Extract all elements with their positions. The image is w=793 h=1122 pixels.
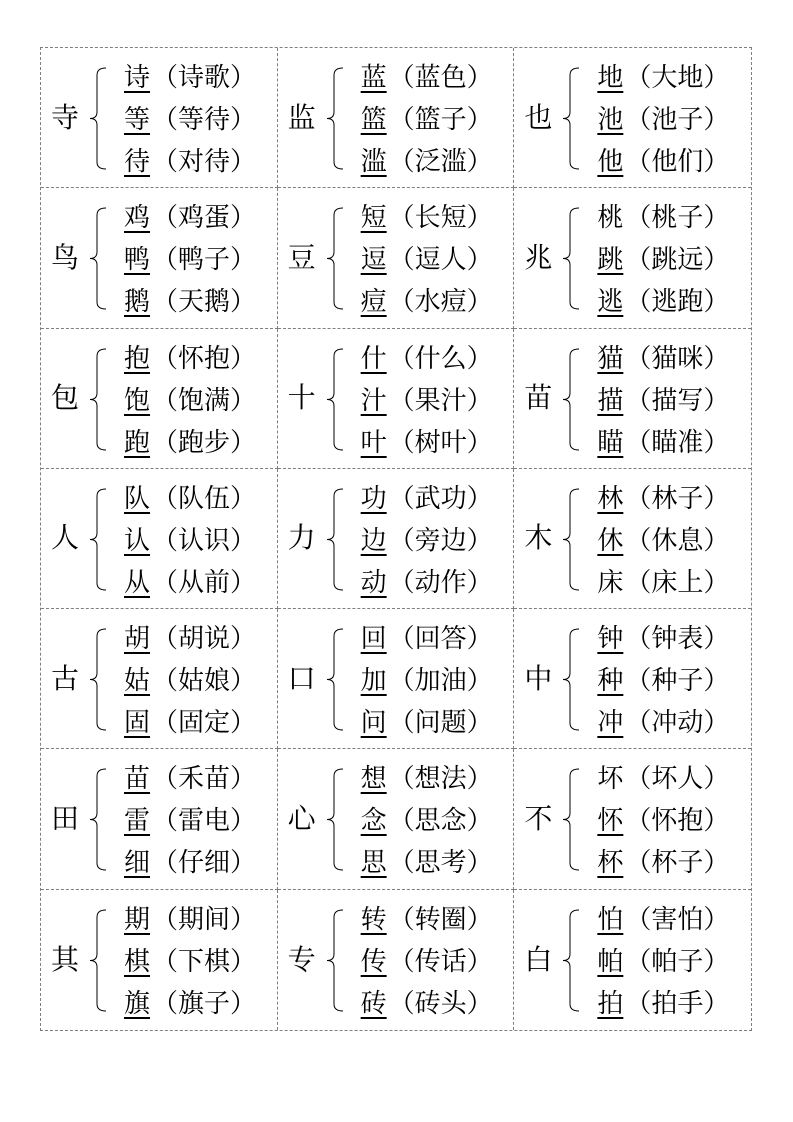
derived-character: 拍 — [597, 988, 624, 1019]
derived-character: 固 — [124, 708, 151, 739]
derived-word-list — [361, 899, 493, 1025]
derived-character: 胡 — [124, 624, 151, 655]
radical-group-cell — [278, 609, 515, 749]
derived-word-row — [361, 562, 493, 604]
derived-word-row — [597, 141, 729, 183]
derived-word-row — [124, 660, 256, 702]
derived-word-row — [597, 478, 729, 520]
derived-word-row — [124, 197, 256, 239]
radical-group-cell — [278, 469, 515, 609]
derived-word-row — [361, 197, 493, 239]
derived-character: 什 — [360, 343, 387, 374]
radical-group-cell — [514, 188, 751, 328]
derived-word-list — [361, 57, 493, 183]
example-word: （问题） — [388, 708, 493, 739]
derived-word-row — [361, 983, 493, 1025]
derived-word-row — [597, 702, 729, 744]
derived-word-list — [124, 758, 256, 884]
curly-brace-icon — [89, 348, 107, 451]
example-word: （认识） — [152, 525, 257, 556]
derived-word-list — [124, 899, 256, 1025]
derived-word-row — [361, 520, 493, 562]
radical-group-cell — [41, 609, 278, 749]
base-character: 十 — [287, 381, 316, 415]
derived-word-row — [597, 758, 729, 800]
derived-word-list — [597, 899, 729, 1025]
derived-character: 鸡 — [124, 203, 151, 234]
derived-word-row — [597, 941, 729, 983]
derived-word-row — [124, 281, 256, 323]
derived-character: 跳 — [597, 245, 624, 276]
curly-brace-icon — [89, 909, 107, 1012]
example-word: （他们） — [625, 147, 730, 177]
example-word: （回答） — [388, 624, 493, 655]
base-character: 鸟 — [51, 240, 80, 274]
derived-character: 休 — [597, 525, 624, 556]
derived-word-row — [361, 338, 493, 380]
derived-character: 滥 — [360, 147, 387, 177]
base-character: 其 — [51, 942, 80, 976]
derived-character: 地 — [597, 63, 624, 93]
radical-group-cell — [41, 890, 278, 1030]
derived-word-row — [124, 941, 256, 983]
example-word: （转圈） — [388, 904, 493, 935]
derived-word-row — [124, 338, 256, 380]
derived-word-row — [124, 141, 256, 183]
derived-word-row — [597, 842, 729, 884]
derived-word-row — [361, 702, 493, 744]
derived-word-row — [361, 618, 493, 660]
derived-character: 雷 — [124, 806, 151, 837]
derived-word-row — [124, 380, 256, 422]
curly-brace-icon — [562, 488, 580, 591]
derived-word-list — [597, 338, 729, 464]
derived-word-list — [124, 618, 256, 744]
radical-group-cell — [41, 469, 278, 609]
example-word: （姑娘） — [152, 666, 257, 697]
example-word: （猫咪） — [625, 343, 730, 374]
derived-character: 汁 — [360, 385, 387, 416]
derived-character: 坏 — [597, 764, 624, 795]
derived-word-row — [361, 380, 493, 422]
example-word: （想法） — [388, 764, 493, 795]
derived-character: 念 — [360, 806, 387, 837]
derived-character: 从 — [124, 567, 151, 598]
base-character: 专 — [287, 942, 316, 976]
example-word: （传话） — [388, 946, 493, 977]
curly-brace-icon — [562, 909, 580, 1012]
example-word: （仔细） — [152, 848, 257, 879]
example-word: （冲动） — [625, 708, 730, 739]
derived-character: 冲 — [597, 708, 624, 739]
base-character: 古 — [51, 661, 80, 695]
example-word: （树叶） — [388, 427, 493, 458]
base-character: 田 — [51, 802, 80, 836]
derived-character: 痘 — [360, 287, 387, 318]
derived-word-row — [361, 141, 493, 183]
derived-word-list — [597, 57, 729, 183]
derived-word-list — [124, 197, 256, 323]
base-character: 包 — [51, 381, 80, 415]
example-word: （鸡蛋） — [152, 203, 257, 234]
base-character: 口 — [287, 661, 316, 695]
derived-character: 杯 — [597, 848, 624, 879]
example-word: （队伍） — [152, 483, 257, 514]
example-word: （思念） — [388, 806, 493, 837]
example-word: （种子） — [625, 666, 730, 697]
radical-group-cell — [514, 329, 751, 469]
derived-word-row — [124, 758, 256, 800]
derived-character: 苗 — [124, 764, 151, 795]
example-word: （长短） — [388, 203, 493, 234]
derived-character: 钟 — [597, 624, 624, 655]
derived-word-row — [361, 842, 493, 884]
base-character: 白 — [524, 942, 553, 976]
derived-word-list — [597, 758, 729, 884]
example-word: （害怕） — [625, 904, 730, 935]
example-word: （跑步） — [152, 427, 257, 458]
derived-word-row — [597, 618, 729, 660]
derived-word-list — [597, 618, 729, 744]
curly-brace-icon — [89, 488, 107, 591]
derived-character: 床 — [597, 567, 624, 598]
radical-group-cell — [514, 469, 751, 609]
radical-group-cell — [278, 48, 515, 188]
example-word: （泛滥） — [388, 147, 493, 177]
derived-word-row — [124, 702, 256, 744]
curly-brace-icon — [562, 67, 580, 170]
curly-brace-icon — [562, 768, 580, 871]
derived-word-row — [597, 660, 729, 702]
derived-character: 蓝 — [360, 63, 387, 93]
derived-character: 动 — [360, 567, 387, 598]
derived-character: 抱 — [124, 343, 151, 374]
derived-character: 功 — [360, 483, 387, 514]
derived-character: 怕 — [597, 904, 624, 935]
derived-word-row — [361, 660, 493, 702]
radical-group-cell — [41, 188, 278, 328]
derived-word-row — [361, 758, 493, 800]
derived-word-list — [361, 338, 493, 464]
curly-brace-icon — [89, 67, 107, 170]
derived-character: 短 — [360, 203, 387, 234]
example-word: （从前） — [152, 567, 257, 598]
example-word: （大地） — [625, 63, 730, 93]
derived-word-row — [361, 800, 493, 842]
radical-group-cell — [278, 188, 515, 328]
example-word: （下棋） — [152, 946, 257, 977]
example-word: （胡说） — [152, 624, 257, 655]
derived-character: 期 — [124, 904, 151, 935]
example-word: （旁边） — [388, 525, 493, 556]
character-grid — [40, 47, 752, 1031]
example-word: （思考） — [388, 848, 493, 879]
derived-character: 叶 — [360, 427, 387, 458]
derived-word-row — [361, 478, 493, 520]
derived-word-row — [124, 899, 256, 941]
derived-word-row — [597, 800, 729, 842]
derived-character: 转 — [360, 904, 387, 935]
derived-character: 队 — [124, 483, 151, 514]
derived-word-row — [597, 338, 729, 380]
derived-character: 待 — [124, 147, 151, 177]
base-character: 木 — [524, 521, 553, 555]
derived-word-row — [597, 99, 729, 141]
example-word: （等待） — [152, 105, 257, 135]
example-word: （钟表） — [625, 624, 730, 655]
derived-character: 认 — [124, 525, 151, 556]
derived-word-row — [124, 478, 256, 520]
base-character: 人 — [51, 521, 80, 555]
example-word: （固定） — [152, 708, 257, 739]
base-character: 寺 — [51, 100, 80, 134]
derived-word-list — [361, 618, 493, 744]
example-word: （水痘） — [388, 287, 493, 318]
example-word: （休息） — [625, 525, 730, 556]
curly-brace-icon — [326, 909, 344, 1012]
derived-word-list — [124, 338, 256, 464]
derived-word-list — [124, 57, 256, 183]
derived-word-row — [361, 281, 493, 323]
base-character: 不 — [524, 802, 553, 836]
derived-word-row — [597, 380, 729, 422]
curly-brace-icon — [562, 207, 580, 310]
example-word: （动作） — [388, 567, 493, 598]
radical-group-cell — [514, 609, 751, 749]
derived-character: 细 — [124, 848, 151, 879]
derived-character: 猫 — [597, 343, 624, 374]
derived-character: 逃 — [597, 287, 624, 318]
example-word: （描写） — [625, 385, 730, 416]
derived-word-row — [124, 562, 256, 604]
radical-group-cell — [41, 749, 278, 889]
example-word: （蓝色） — [388, 63, 493, 93]
base-character: 也 — [524, 100, 553, 134]
derived-character: 林 — [597, 483, 624, 514]
derived-word-row — [124, 842, 256, 884]
radical-group-cell — [514, 749, 751, 889]
derived-character: 帕 — [597, 946, 624, 977]
example-word: （期间） — [152, 904, 257, 935]
example-word: （池子） — [625, 105, 730, 135]
base-character: 心 — [287, 802, 316, 836]
example-word: （坏人） — [625, 764, 730, 795]
derived-character: 跑 — [124, 427, 151, 458]
example-word: （禾苗） — [152, 764, 257, 795]
derived-word-list — [597, 478, 729, 604]
example-word: （砖头） — [388, 988, 493, 1019]
derived-character: 思 — [360, 848, 387, 879]
example-word: （天鹅） — [152, 287, 257, 318]
derived-character: 逗 — [360, 245, 387, 276]
derived-word-row — [597, 57, 729, 99]
example-word: （瞄准） — [625, 427, 730, 458]
derived-word-row — [361, 57, 493, 99]
example-word: （怀抱） — [152, 343, 257, 374]
derived-character: 加 — [360, 666, 387, 697]
derived-word-row — [597, 562, 729, 604]
derived-character: 回 — [360, 624, 387, 655]
example-word: （武功） — [388, 483, 493, 514]
derived-character: 鹅 — [124, 287, 151, 318]
example-word: （逃跑） — [625, 287, 730, 318]
example-word: （杯子） — [625, 848, 730, 879]
curly-brace-icon — [326, 67, 344, 170]
curly-brace-icon — [89, 207, 107, 310]
derived-word-row — [124, 239, 256, 281]
curly-brace-icon — [326, 348, 344, 451]
derived-character: 棋 — [124, 946, 151, 977]
derived-word-row — [597, 239, 729, 281]
derived-word-row — [361, 941, 493, 983]
derived-character: 描 — [597, 385, 624, 416]
derived-character: 鸭 — [124, 245, 151, 276]
derived-character: 姑 — [124, 666, 151, 697]
example-word: （什么） — [388, 343, 493, 374]
example-word: （帕子） — [625, 946, 730, 977]
derived-character: 边 — [360, 525, 387, 556]
example-word: （拍手） — [625, 988, 730, 1019]
radical-group-cell — [278, 749, 515, 889]
curly-brace-icon — [89, 628, 107, 731]
derived-word-list — [124, 478, 256, 604]
example-word: （对待） — [152, 147, 257, 177]
derived-word-row — [124, 422, 256, 464]
example-word: （跳远） — [625, 245, 730, 276]
derived-character: 瞄 — [597, 427, 624, 458]
base-character: 兆 — [524, 240, 553, 274]
derived-word-list — [597, 197, 729, 323]
curly-brace-icon — [326, 488, 344, 591]
radical-group-cell — [514, 48, 751, 188]
derived-character: 池 — [597, 105, 624, 135]
derived-word-row — [361, 899, 493, 941]
example-word: （篮子） — [388, 105, 493, 135]
derived-word-row — [597, 281, 729, 323]
derived-word-list — [361, 197, 493, 323]
derived-character: 问 — [360, 708, 387, 739]
derived-character: 饱 — [124, 385, 151, 416]
example-word: （果汁） — [388, 385, 493, 416]
base-character: 监 — [287, 100, 316, 134]
derived-word-row — [124, 618, 256, 660]
derived-word-row — [124, 800, 256, 842]
base-character: 力 — [287, 521, 316, 555]
radical-group-cell — [278, 890, 515, 1030]
base-character: 苗 — [524, 381, 553, 415]
example-word: （加油） — [388, 666, 493, 697]
curly-brace-icon — [89, 768, 107, 871]
curly-brace-icon — [326, 628, 344, 731]
radical-group-cell — [41, 329, 278, 469]
derived-character: 旗 — [124, 988, 151, 1019]
example-word: （鸭子） — [152, 245, 257, 276]
derived-character: 砖 — [360, 988, 387, 1019]
radical-group-cell — [41, 48, 278, 188]
example-word: （雷电） — [152, 806, 257, 837]
derived-character: 桃 — [597, 203, 624, 234]
derived-character: 传 — [360, 946, 387, 977]
derived-word-row — [124, 57, 256, 99]
derived-character: 等 — [124, 105, 151, 135]
derived-character: 种 — [597, 666, 624, 697]
derived-word-list — [361, 478, 493, 604]
example-word: （旗子） — [152, 988, 257, 1019]
example-word: （饱满） — [152, 385, 257, 416]
derived-word-row — [597, 983, 729, 1025]
example-word: （桃子） — [625, 203, 730, 234]
example-word: （诗歌） — [152, 63, 257, 93]
base-character: 中 — [524, 661, 553, 695]
curly-brace-icon — [562, 628, 580, 731]
curly-brace-icon — [326, 768, 344, 871]
example-word: （林子） — [625, 483, 730, 514]
derived-character: 篮 — [360, 105, 387, 135]
base-character: 豆 — [287, 240, 316, 274]
example-word: （床上） — [625, 567, 730, 598]
curly-brace-icon — [326, 207, 344, 310]
derived-word-row — [124, 99, 256, 141]
derived-word-row — [597, 422, 729, 464]
derived-word-row — [361, 422, 493, 464]
derived-word-list — [361, 758, 493, 884]
derived-character: 他 — [597, 147, 624, 177]
derived-word-row — [361, 99, 493, 141]
radical-group-cell — [514, 890, 751, 1030]
derived-word-row — [597, 520, 729, 562]
derived-word-row — [597, 899, 729, 941]
derived-word-row — [124, 983, 256, 1025]
example-word: （怀抱） — [625, 806, 730, 837]
example-word: （逗人） — [388, 245, 493, 276]
radical-group-cell — [278, 329, 515, 469]
derived-character: 想 — [360, 764, 387, 795]
derived-word-row — [361, 239, 493, 281]
derived-character: 怀 — [597, 806, 624, 837]
derived-word-row — [597, 197, 729, 239]
derived-character: 诗 — [124, 63, 151, 93]
curly-brace-icon — [562, 348, 580, 451]
derived-word-row — [124, 520, 256, 562]
